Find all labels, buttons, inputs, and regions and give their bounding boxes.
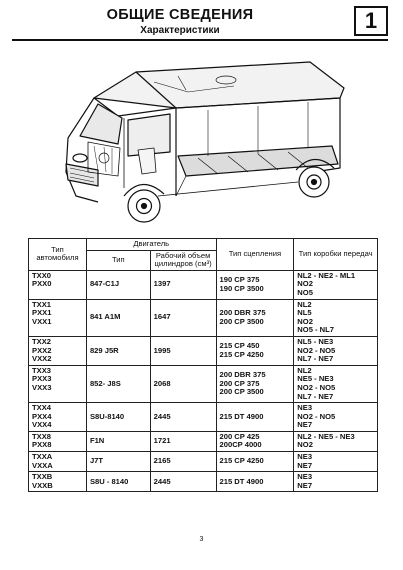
vehicle-type-cell [29,365,87,402]
vehicle-type-cell-line: PXX0 [32,279,52,289]
gearbox-type-cell-line: NL5 [297,308,312,318]
header-engine-type: Тип [86,250,150,270]
gearbox-type-cell [294,403,378,432]
vehicle-type-cell [29,472,87,492]
table-row [29,336,378,365]
gearbox-type-cell-line: NL7 - NE7 [297,391,334,401]
table-row [29,403,378,432]
gearbox-type-cell-line: NO2 - NO5 [297,411,336,421]
page-title: ОБЩИЕ СВЕДЕНИЯ [106,7,254,23]
vehicle-type-cell-line: TXX8 [32,431,51,441]
gearbox-type-cell-line: NL2 [297,299,312,309]
header-model: Тип автомобиля [29,239,87,271]
clutch-type-cell-line: 200 CP 375 [219,378,260,388]
table-body [29,270,378,492]
gearbox-type-cell-line: NE3 [297,403,313,413]
engine-type-cell: 829 J5R [86,336,150,365]
gearbox-type-cell-line: NE7 [297,480,313,490]
clutch-type-cell-line: 200 CP 425 [219,431,260,441]
gearbox-type-cell-line: NO2 [297,279,313,289]
clutch-type-cell [216,431,294,451]
specifications-table [28,238,378,492]
displacement-cell: 1647 [150,299,216,336]
gearbox-type-cell [294,270,378,299]
section-number-badge: 1 [354,6,388,36]
page-number: 3 [199,536,204,543]
displacement-cell: 1721 [150,431,216,451]
gearbox-type-cell [294,365,378,402]
gearbox-type-cell-line: NO5 - NL7 [297,325,335,335]
header-gearbox: Тип коробки передач [294,239,378,271]
gearbox-type-cell-line: NL2 [297,365,312,375]
header-rule [12,39,388,41]
clutch-type-cell [216,299,294,336]
gearbox-type-cell-line: NL2 - NE2 - ML1 [297,270,356,280]
table-row [29,452,378,472]
gearbox-type-cell [294,452,378,472]
vehicle-type-cell-line: PXX1 [32,308,52,318]
gearbox-type-cell-line: NO2 [297,440,313,450]
header-engine-group: Двигатель [86,239,216,251]
engine-type-cell: S8U - 8140 [86,472,150,492]
engine-type-cell: F1N [86,431,150,451]
gearbox-type-cell-line: NL7 - NE7 [297,354,334,364]
gearbox-type-cell-line: NE7 [297,460,313,470]
vehicle-type-cell-line: VXX1 [32,316,52,326]
clutch-type-cell [216,336,294,365]
displacement-cell: 1995 [150,336,216,365]
clutch-type-cell-line: 200 DBR 375 [219,308,266,318]
vehicle-type-cell-line: VXXB [32,480,53,490]
vehicle-type-cell-line: PXX8 [32,440,52,450]
gearbox-type-cell-line: NE7 [297,420,313,430]
engine-type-cell: 841 A1M [86,299,150,336]
engine-type-cell: S8U-8140 [86,403,150,432]
vehicle-type-cell-line: TXX3 [32,365,51,375]
vehicle-type-cell-line: VXXA [32,460,53,470]
clutch-type-cell-line: 215 DT 4900 [219,476,264,486]
displacement-cell: 2445 [150,472,216,492]
clutch-type-cell-line: 215 CP 4250 [219,349,264,359]
clutch-type-cell-line: 190 CP 375 [219,275,260,285]
gearbox-type-cell-line: NL5 - NE3 [297,336,334,346]
gearbox-type-cell-line: NO2 [297,316,313,326]
vehicle-type-cell [29,299,87,336]
vehicle-type-cell-line: TXXB [32,472,53,482]
vehicle-type-cell-line: TXXA [32,452,53,462]
vehicle-type-cell-line: TXX2 [32,336,51,346]
vehicle-type-cell-line: VXX3 [32,382,52,392]
clutch-type-cell [216,365,294,402]
vehicle-type-cell-line: VXX2 [32,354,52,364]
gearbox-type-cell-line: NO2 - NO5 [297,382,336,392]
header-clutch: Тип сцепления [216,239,294,271]
vehicle-type-cell [29,403,87,432]
gearbox-type-cell [294,431,378,451]
vehicle-type-cell-line: TXX1 [32,299,51,309]
vehicle-type-cell [29,336,87,365]
vehicle-type-cell-line: PXX3 [32,374,52,384]
table-row [29,431,378,451]
gearbox-type-cell-line: NE3 [297,452,313,462]
displacement-cell: 1397 [150,270,216,299]
gearbox-type-cell [294,299,378,336]
gearbox-type-cell-line: NO5 [297,287,313,297]
van-cutaway-illustration [58,46,354,236]
clutch-type-cell-line: 190 CP 3500 [219,283,264,293]
vehicle-type-cell-line: VXX4 [32,420,52,430]
clutch-type-cell [216,452,294,472]
vehicle-type-cell [29,431,87,451]
clutch-type-cell-line: 215 DT 4900 [219,411,264,421]
gearbox-type-cell-line: NL2 - NE5 - NE3 [297,431,355,441]
table-row [29,270,378,299]
clutch-type-cell [216,270,294,299]
gearbox-type-cell-line: NE3 [297,472,313,482]
vehicle-type-cell-line: PXX2 [32,345,52,355]
gearbox-type-cell [294,472,378,492]
clutch-type-cell-line: 215 CP 4250 [219,456,264,466]
engine-type-cell: J7T [86,452,150,472]
table-row [29,299,378,336]
vehicle-type-cell-line: TXX0 [32,270,51,280]
gearbox-type-cell-line: NO2 - NO5 [297,345,336,355]
vehicle-type-cell-line: PXX4 [32,411,52,421]
vehicle-type-cell-line: TXX4 [32,403,51,413]
displacement-cell: 2445 [150,403,216,432]
gearbox-type-cell-line: NE5 - NE3 [297,374,334,384]
displacement-cell: 2068 [150,365,216,402]
clutch-type-cell-line: 200 CP 3500 [219,387,264,397]
clutch-type-cell-line: 200 CP 3500 [219,316,264,326]
vehicle-type-cell [29,452,87,472]
engine-type-cell: 847-C1J [86,270,150,299]
gearbox-type-cell [294,336,378,365]
engine-type-cell: 852- J8S [86,365,150,402]
table-row [29,365,378,402]
clutch-type-cell-line: 200CP 4000 [219,440,262,450]
table-row [29,472,378,492]
page-subtitle: Характеристики [140,25,220,36]
clutch-type-cell-line: 200 DBR 375 [219,370,266,380]
clutch-type-cell [216,403,294,432]
vehicle-type-cell [29,270,87,299]
clutch-type-cell [216,472,294,492]
header-displacement: Рабочий объем цилиндров (см³) [150,250,216,270]
page-header [12,6,388,40]
displacement-cell: 2165 [150,452,216,472]
clutch-type-cell-line: 215 CP 450 [219,341,260,351]
